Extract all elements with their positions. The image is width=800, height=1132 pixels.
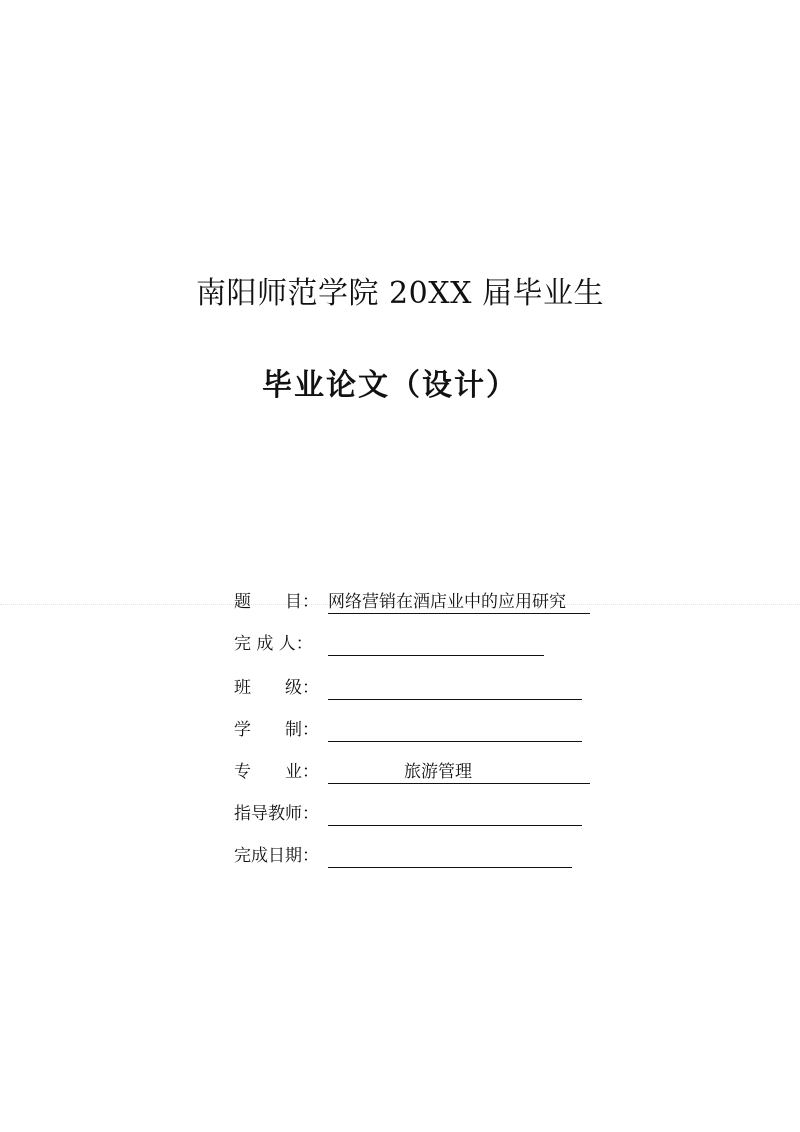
class-label: 班 级： — [234, 678, 319, 698]
info-row-advisor — [234, 798, 582, 826]
school-title: 南阳师范学院 20XX 届毕业生 — [196, 276, 604, 311]
info-row-system — [234, 714, 582, 742]
system-label: 学 制： — [234, 720, 319, 740]
major-value: 旅游管理 — [404, 762, 472, 782]
major-label: 专 业： — [234, 762, 319, 782]
thesis-title: 毕业论文（设计） — [262, 368, 518, 403]
info-row-title — [234, 586, 590, 614]
info-row-major — [234, 756, 590, 784]
info-row-author — [234, 628, 544, 656]
title-label: 题 目： — [234, 592, 319, 612]
advisor-label: 指导教师： — [234, 804, 319, 824]
major-value-line — [328, 761, 590, 784]
author-label: 完 成 人： — [234, 634, 313, 654]
date-value-line — [328, 845, 572, 868]
class-value-line — [328, 677, 582, 700]
date-label: 完成日期： — [234, 846, 319, 866]
title-value: 网络营销在酒店业中的应用研究 — [328, 591, 590, 614]
system-value-line — [328, 719, 582, 742]
info-row-class — [234, 672, 582, 700]
advisor-value-line — [328, 803, 582, 826]
author-value-line — [328, 633, 544, 656]
info-row-date — [234, 840, 572, 868]
